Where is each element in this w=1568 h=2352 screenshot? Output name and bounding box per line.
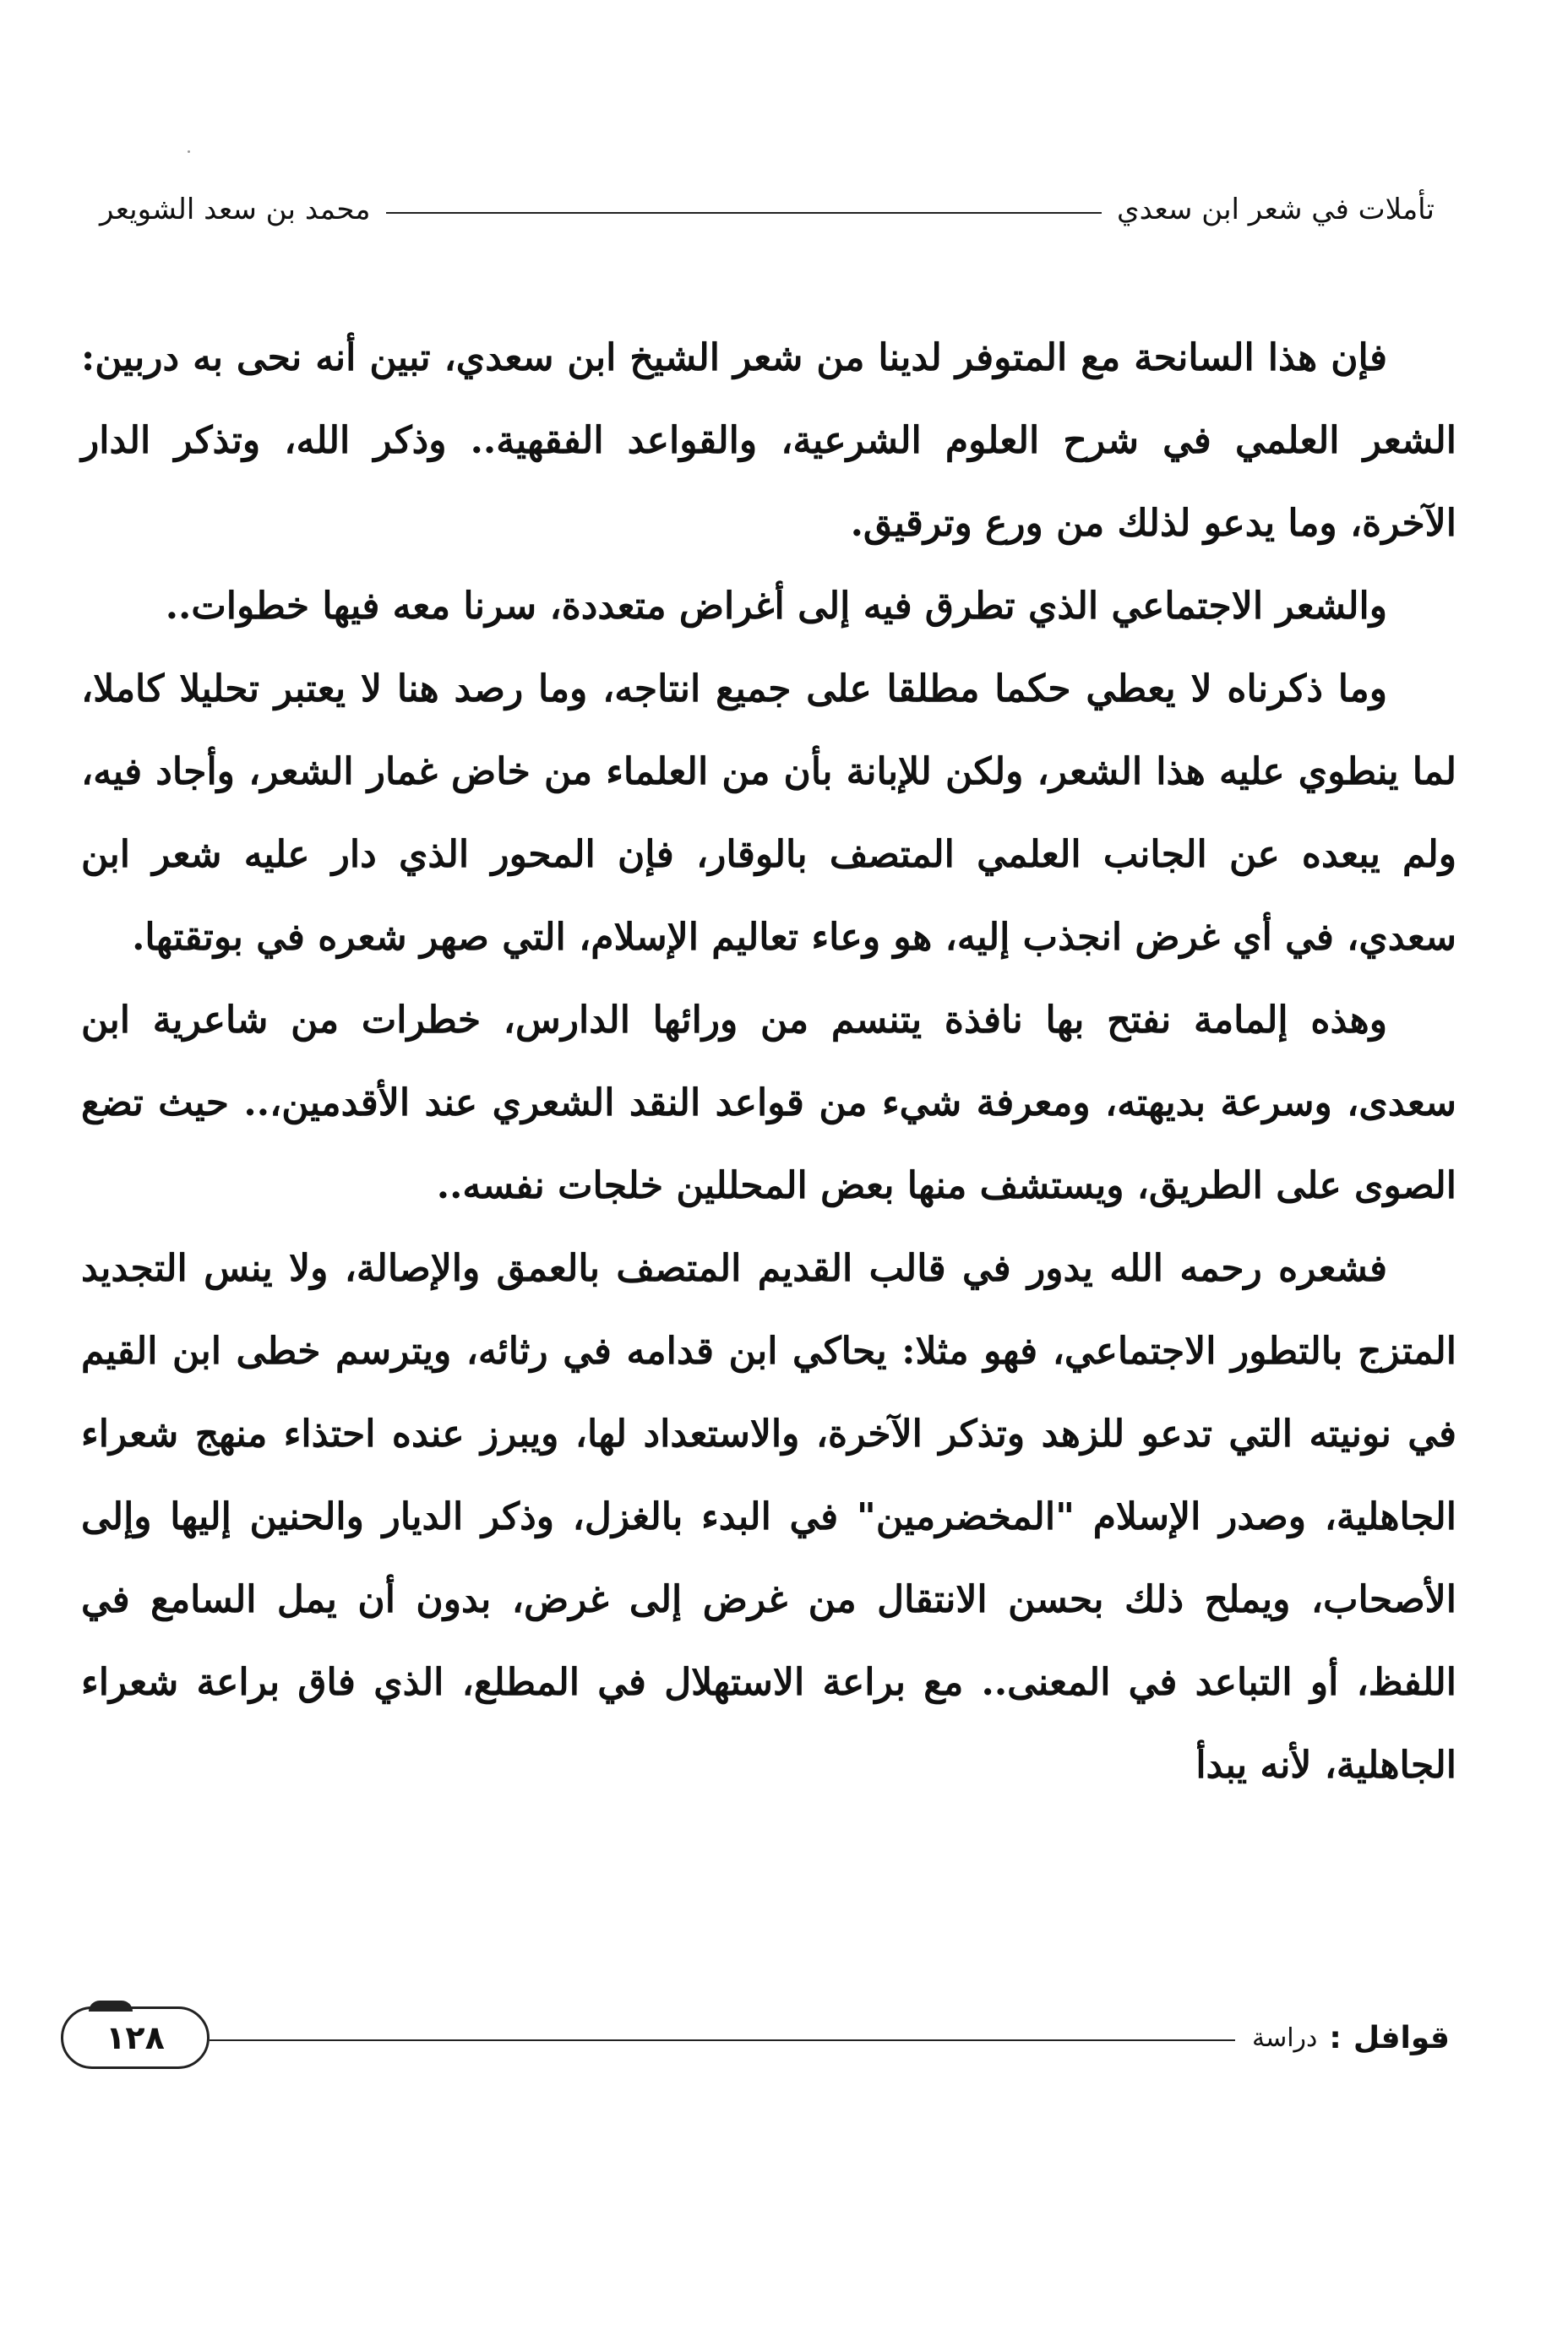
scan-speck [188,150,190,153]
page-footer [61,2004,1450,2072]
page-number: ١٢٨ [106,2019,165,2056]
footer-separator: : [1329,2020,1342,2055]
footer-rule [210,2039,1235,2041]
author-name: محمد بن سعد الشويعر [100,193,371,226]
paragraph-3: وما ذكرناه لا يعطي حكما مطلقا على جميع انتاجه، وما رصد هنا لا يعتبر تحليلا كاملا، لما ينطوي عليه هذا الشعر، ولكن للإبانة بأن من العلماء من خاض غمار الشعر، وأجاد فيه، ولم يبعده عن الجانب العلمي المتصف بالوقار، فإن المحور الذي دار عليه شعر ابن سعدي، في أي غرض انجذب إليه، هو وعاء تعاليم الإسلام، التي صهر شعره في بوتقتها. [81,667,1456,959]
journal-name: قوافل [1353,2020,1450,2055]
running-header [100,184,1435,235]
paragraph-2: والشعر الاجتماعي الذي تطرق فيه إلى أغراض متعددة، سرنا معه فيها خطوات.. [165,585,1387,628]
paragraph-4: وهذه إلمامة نفتح بها نافذة يتنسم من ورائها الدارس، خطرات من شاعرية ابن سعدى، وسرعة بديهته، ومعرفة شيء من قواعد النقد الشعري عند الأقدمين،.. حيث تضع الصوى على الطريق، ويستشف منها بعض المحللين خلجات نفسه.. [81,999,1456,1207]
paragraph-1: فإن هذا السانحة مع المتوفر لدينا من شعر الشيخ ابن سعدي، تبين أنه نحى به دربين: الشعر العلمي في شرح العلوم الشرعية، والقواعد الفقهية.. وذكر الله، وتذكر الدار الآخرة، وما يدعو لذلك من ورع وترقيق. [81,336,1456,545]
body-text [81,317,1456,1807]
badge-tab-decoration [89,2001,133,2012]
section-label: دراسة [1252,2023,1318,2053]
header-rule [386,212,1102,214]
paragraph-5: فشعره رحمه الله يدور في قالب القديم المتصف بالعمق والإصالة، ولا ينس التجديد المتزج بالتطور الاجتماعي، فهو مثلا: يحاكي ابن قدامه في رثائه، ويترسم خطى ابن القيم في نونيته التي تدعو للزهد وتذكر الآخرة، والاستعداد لها، ويبرز عنده احتذاء منهج شعراء الجاهلية، وصدر الإسلام "المخضرمين" في البدء بالغزل، وذكر الديار والحنين إليها وإلى الأصحاب، ويملح ذلك بحسن الانتقال من غرض إلى غرض، بدون أن يمل السامع في اللفظ، أو التباعد في المعنى.. مع براعة الاستهلال في المطلع، الذي فاق براعة شعراء الجاهلية، لأنه يبدأ [81,1247,1456,1787]
book-title: تأملات في شعر ابن سعدي [1117,193,1435,226]
page-number-badge [61,2006,210,2069]
